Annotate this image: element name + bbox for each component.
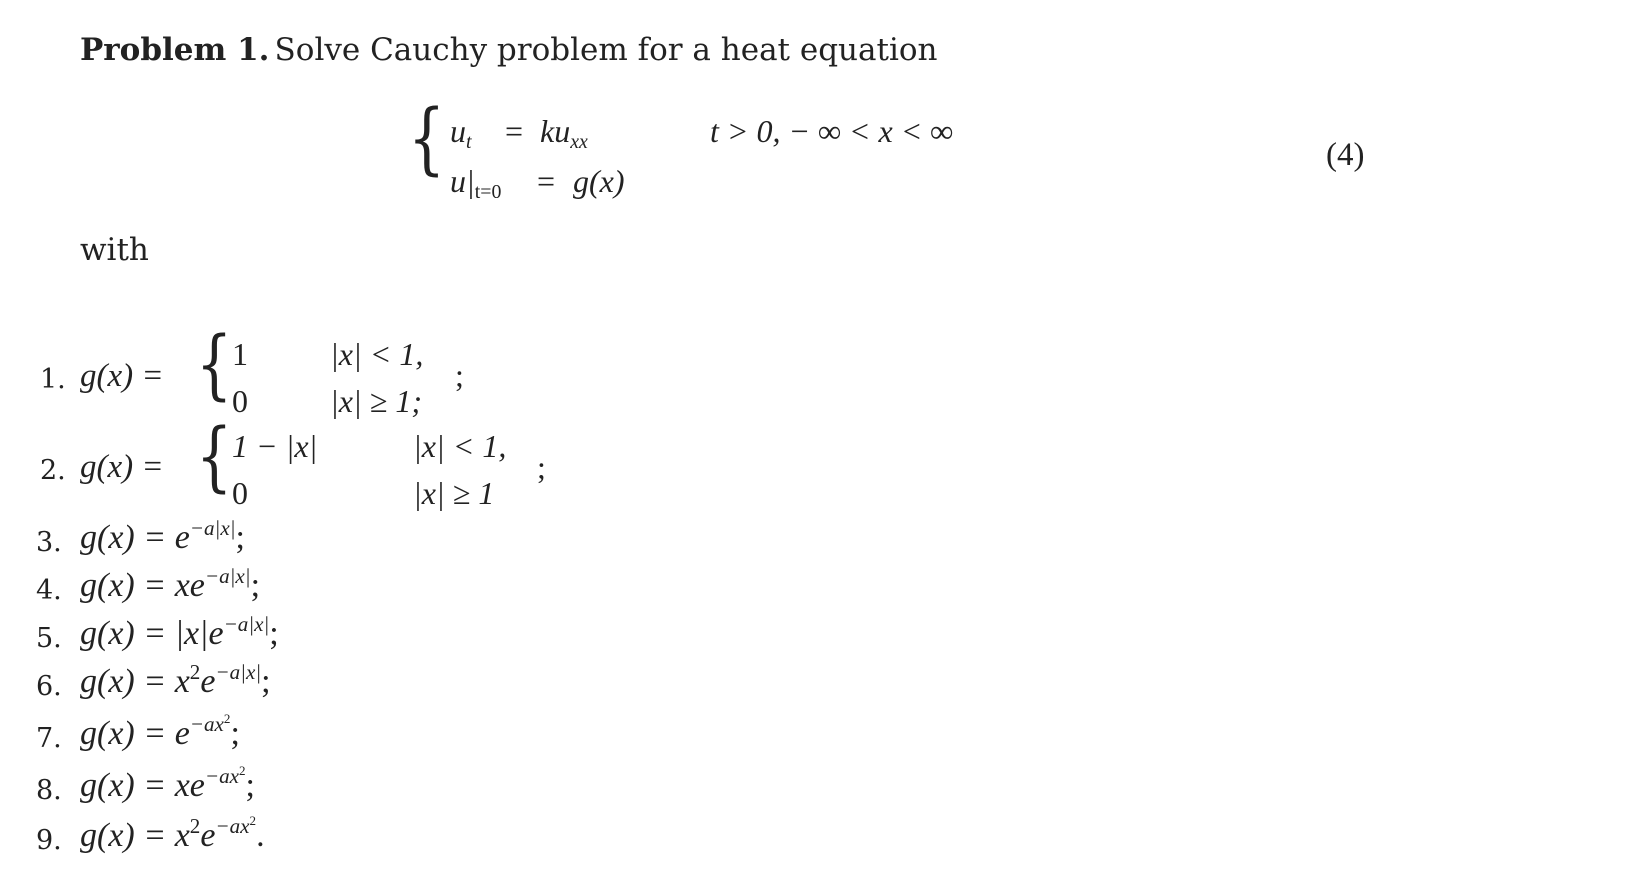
item-number: 1. <box>40 364 66 395</box>
item-lhs: g(x) = <box>80 358 164 394</box>
problem-label: Problem 1. <box>80 32 270 68</box>
item-number: 9. <box>36 825 62 856</box>
item-number: 8. <box>36 775 62 806</box>
eq1-lhs: $u_t$ <box>450 113 472 153</box>
item-formula: $g(x) = xe^{-a|x|}$; <box>80 563 261 604</box>
item-formula: $g(x) = e^{-a|x|}$; <box>80 515 245 556</box>
case1-condition: |x| < 1, <box>413 428 507 464</box>
item-number: 5. <box>36 623 62 654</box>
item-formula: $g(x) = x^2e^{-a|x|}$; <box>80 659 271 700</box>
equation-number: (4) <box>1326 137 1365 173</box>
piecewise-brace: { <box>196 411 233 500</box>
eq2-rhs: g(x) <box>573 163 625 199</box>
case2-condition: |x| ≥ 1 <box>413 475 495 511</box>
item-number: 2. <box>40 455 66 486</box>
problem-statement: Solve Cauchy problem for a heat equation <box>274 32 938 68</box>
piecewise-brace: { <box>196 319 233 408</box>
item-formula: $g(x) = xe^{-ax^2}$; <box>80 762 255 804</box>
item-formula: $g(x) = |x|e^{-a|x|}$; <box>80 611 279 652</box>
item-lhs: g(x) = <box>80 449 164 485</box>
eq1-equals: = <box>505 113 524 149</box>
item-formula: $g(x) = e^{-ax^2}$; <box>80 710 240 752</box>
problem-heading <box>80 32 938 68</box>
eq2-lhs: $u|_{t=0}$ <box>450 163 502 203</box>
item-number: 4. <box>36 575 62 606</box>
case2-value: 0 <box>232 383 248 419</box>
case1-condition: |x| < 1, <box>330 336 424 372</box>
case2-value: 0 <box>232 475 248 511</box>
case1-value: 1 − |x| <box>232 428 318 464</box>
case2-condition: |x| ≥ 1; <box>330 383 423 419</box>
eq1-rhs: $ku_{xx}$ <box>540 113 588 153</box>
item-number: 7. <box>36 723 62 754</box>
item-formula: $g(x) = x^2e^{-ax^2}$. <box>80 812 265 854</box>
item-number: 3. <box>36 527 62 558</box>
item-terminator: ; <box>455 357 464 393</box>
system-brace: { <box>408 94 446 184</box>
item-number: 6. <box>36 671 62 702</box>
eq2-equals: = <box>537 163 556 199</box>
item-terminator: ; <box>537 449 546 485</box>
with-text: with <box>80 232 149 268</box>
domain-condition: t > 0, − ∞ < x < ∞ <box>710 113 954 149</box>
case1-value: 1 <box>232 336 248 372</box>
